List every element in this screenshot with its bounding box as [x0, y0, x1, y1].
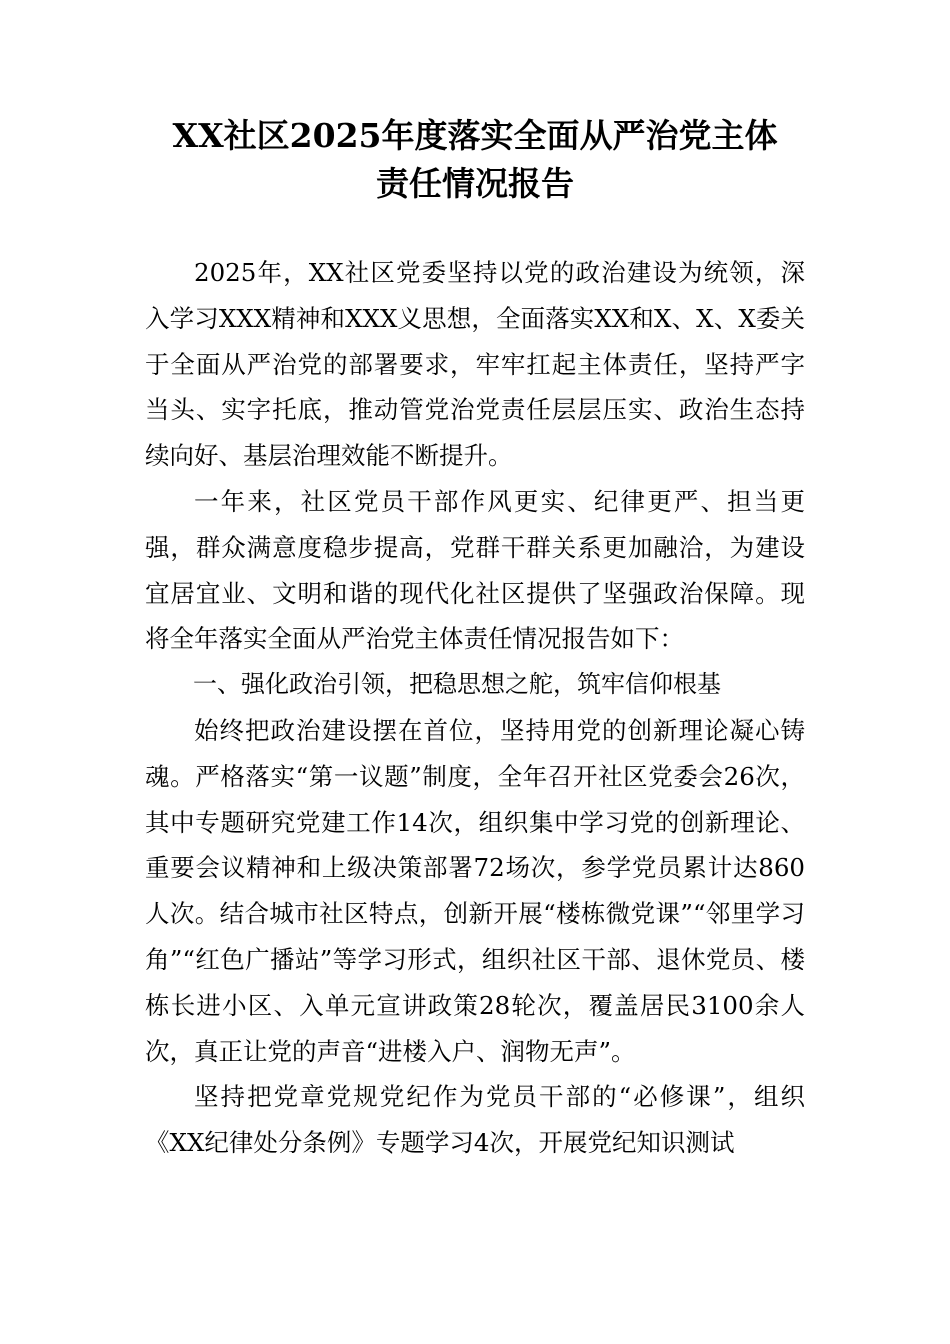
title-line-1: XX社区2025年度落实全面从严治党主体: [172, 116, 778, 155]
intro-paragraph-2: 一年来，社区党员干部作风更实、纪律更严、担当更强，群众满意度稳步提高，党群干群关系更加融洽，为建设宜居宜业、文明和谐的现代化社区提供了坚强政治保障。现将全年落实全面从严治党主体责任情况报告如下：: [145, 486, 805, 654]
document-body: [145, 250, 805, 1166]
section-1-paragraph-1: 始终把政治建设摆在首位，坚持用党的创新理论凝心铸魂。严格落实“第一议题”制度，全年召开社区党委会26次，其中专题研究党建工作14次，组织集中学习党的创新理论、重要会议精神和上级决策部署72场次，参学党员累计达860人次。结合城市社区特点，创新开展“楼栋微党课”“邻里学习角”“红色广播站”等学习形式，组织社区干部、退休党员、楼栋长进小区、入单元宣讲政策28轮次，覆盖居民3100余人次，真正让党的声音“进楼入户、润物无声”。: [145, 715, 805, 1066]
title-line-2: 责任情况报告: [376, 164, 574, 203]
document-title: [110, 112, 840, 208]
section-1-paragraph-2: 坚持把党章党规党纪作为党员干部的“必修课”，组织《XX纪律处分条例》专题学习4次，开展党纪知识测试: [145, 1082, 805, 1158]
intro-paragraph-1: 2025年，XX社区党委坚持以党的政治建设为统领，深入学习XXX精神和XXX义思想，全面落实XX和X、X、X委关于全面从严治党的部署要求，牢牢扛起主体责任，坚持严字当头、实字托底，推动管党治党责任层层压实、政治生态持续向好、基层治理效能不断提升。: [145, 258, 805, 471]
section-heading-1: 一、强化政治引领，把稳思想之舵，筑牢信仰根基: [193, 670, 721, 699]
